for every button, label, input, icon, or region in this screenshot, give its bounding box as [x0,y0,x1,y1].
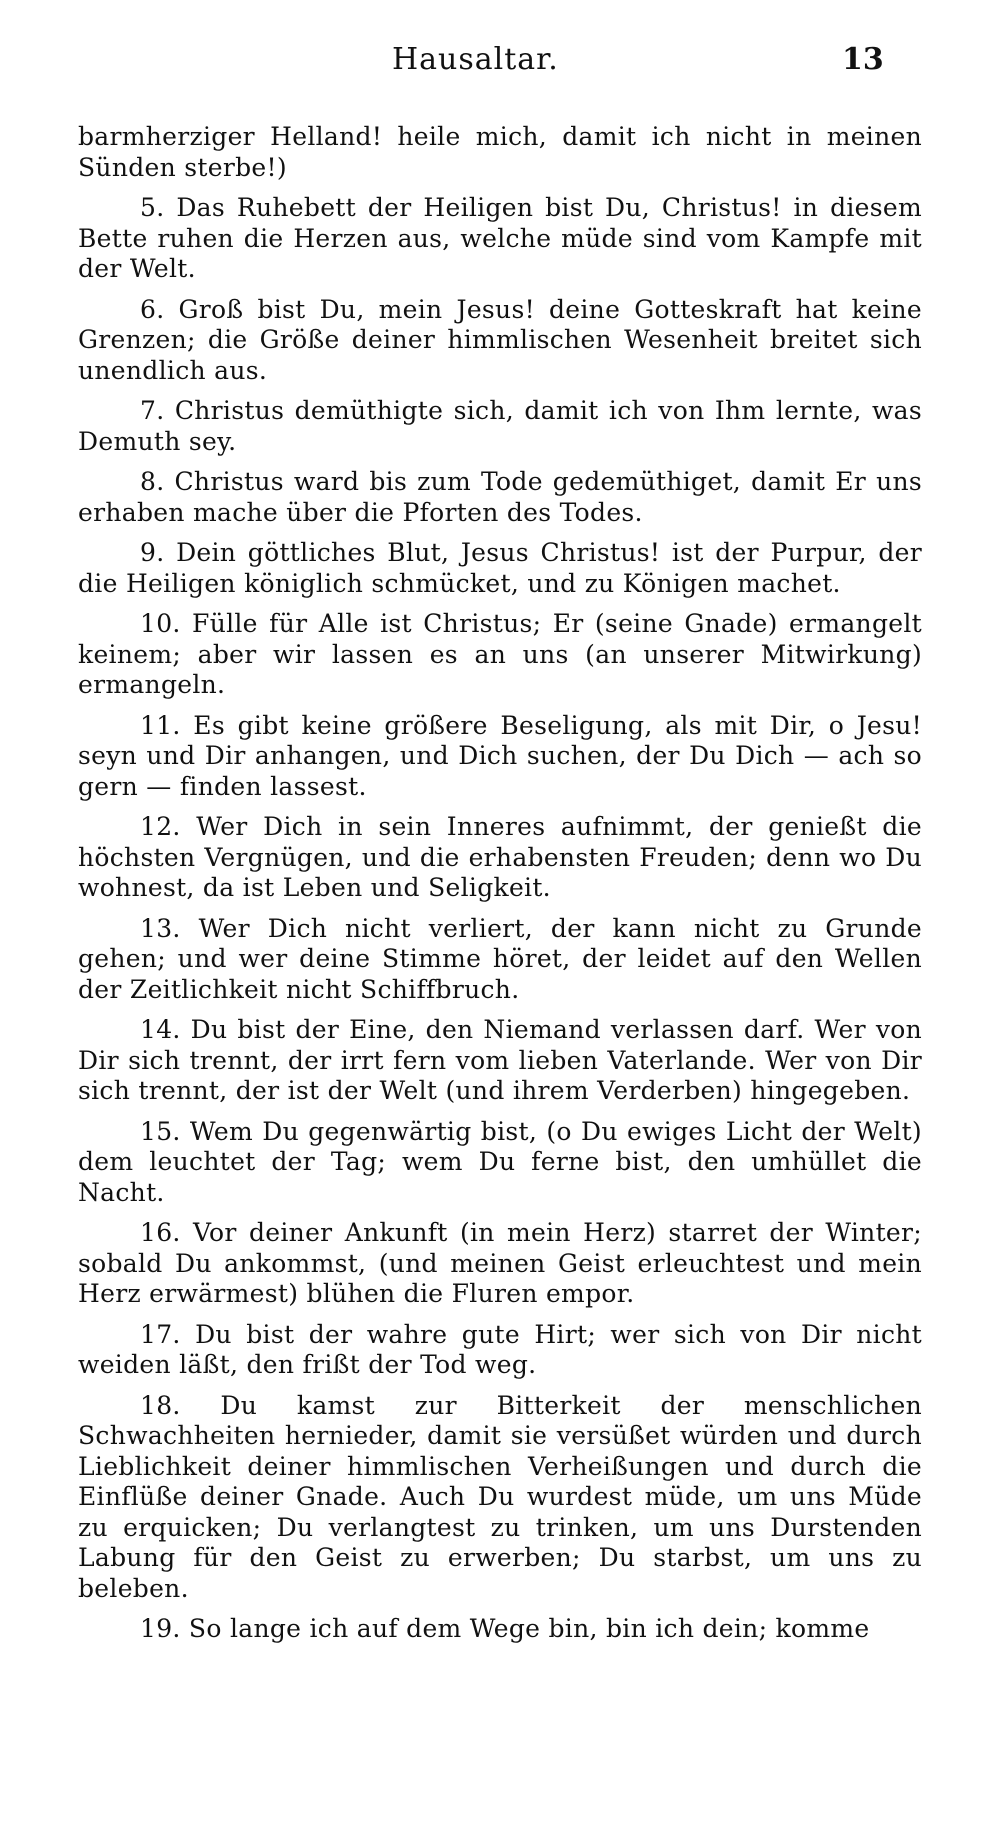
paragraph-number: 14. [140,1015,181,1044]
paragraph-number: 16. [140,1218,181,1247]
paragraph-number: 9. [140,538,165,567]
page-number: 13 [842,42,884,77]
paragraph-text: Fülle für Alle ist Christus; Er (seine Gnade) ermangelt keinem; aber wir lassen es an uns (an unserer Mitwirkung) ermangeln. [78,609,923,699]
paragraph-number: 10. [140,609,181,638]
numbered-paragraph-17 [78,1320,922,1381]
paragraph-number: 6. [140,294,165,324]
paragraph-text: Das Ruhebett der Heiligen bist Du, Christus! in diesem Bette ruhen die Herzen aus, welche müde sind vom Kampfe mit der Welt. [78,193,922,283]
paragraph-number: 8. [140,467,165,496]
paragraph-text: Wem Du gegenwärtig bist, (o Du ewiges Licht der Welt) dem leuchtet der Tag; wem Du ferne bist, den umhüllet die Nacht. [78,1116,922,1207]
numbered-paragraph-8 [78,467,922,528]
numbered-paragraph-7 [78,396,922,457]
numbered-paragraph-16 [78,1218,922,1310]
paragraph-number: 17. [140,1319,181,1349]
numbered-paragraph-6 [78,295,922,387]
paragraph-text: Groß bist Du, mein Jesus! deine Gotteskraft hat keine Grenzen; die Größe deiner himmlischen Wesenheit breitet sich unendlich aus. [78,294,922,385]
numbered-paragraph-10 [78,609,922,701]
paragraph-number: 12. [140,812,181,841]
numbered-paragraph-19 [78,1614,922,1645]
numbered-paragraph-14 [78,1015,922,1107]
paragraph-text: Du bist der wahre gute Hirt; wer sich von Dir nicht weiden läßt, den frißt der Tod weg. [78,1319,923,1379]
paragraph-text: Wer Dich in sein Inneres aufnimmt, der genießt die höchsten Vergnügen, und die erhabensten Freuden; denn wo Du wohnest, da ist Leben und Seligkeit. [78,812,922,902]
paragraph-text: Christus demüthigte sich, damit ich von Ihm lernte, was Demuth sey. [78,396,922,456]
paragraph-number: 19. [140,1614,181,1643]
body-text [78,122,922,1655]
paragraph-text: Wer Dich nicht verliert, der kann nicht zu Grunde gehen; und wer deine Stimme höret, der leidet auf den Wellen der Zeitlichkeit nicht Schiffbruch. [78,913,923,1004]
numbered-paragraph-12 [78,812,922,904]
paragraph-text: Du kamst zur Bitterkeit der menschlichen Schwachheiten hernieder, damit sie versüßet würden und durch Lieblichkeit deiner himmlischen Verheißungen und durch die Einflüße deiner Gnade. Auch Du wurdest müde, um uns Müde zu erquicken; Du verlangtest zu trinken, um uns Durstenden Labung für den Geist zu erwerben; Du starbst, um uns zu beleben. [78,1390,923,1603]
paragraph-number: 7. [140,396,165,425]
continued-paragraph: barmherziger Helland! heile mich, damit ich nicht in meinen Sünden sterbe!) [78,122,922,182]
paragraph-number: 18. [140,1390,181,1420]
paragraph-number: 5. [140,193,165,222]
numbered-paragraph-11 [78,711,922,803]
paragraph-text: Christus ward bis zum Tode gedemüthiget, damit Er uns erhaben mache über die Pforten des Todes. [78,467,922,527]
paragraph-text: Du bist der Eine, den Niemand verlassen darf. Wer von Dir sich trennt, der irrt fern vom lieben Vaterlande. Wer von Dir sich trennt, der ist der Welt (und ihrem Verderben) hingegeben. [78,1015,922,1105]
numbered-paragraph-13 [78,914,922,1006]
numbered-paragraph-9 [78,538,922,599]
paragraph-number: 11. [140,710,181,740]
numbered-paragraph-5 [78,193,922,285]
paragraph-text: So lange ich auf dem Wege bin, bin ich dein; komme [188,1614,870,1643]
paragraph-text: Vor deiner Ankunft (in mein Herz) starret der Winter; sobald Du ankommst, (und meinen Geist erleuchtest und mein Herz erwärmest) blühen die Fluren empor. [78,1218,922,1308]
running-title: Hausaltar. [392,42,559,77]
numbered-paragraph-15 [78,1117,922,1209]
numbered-paragraph-18 [78,1391,922,1605]
paragraph-number: 15. [140,1116,181,1146]
paragraph-number: 13. [140,913,181,943]
paragraph-text: Dein göttliches Blut, Jesus Christus! ist der Purpur, der die Heiligen königlich schmücket, und zu Königen machet. [78,538,922,598]
paragraph-text: Es gibt keine größere Beseligung, als mit Dir, o Jesu! seyn und Dir anhangen, und Dich suchen, der Du Dich — ach so gern — finden lassest. [78,710,922,801]
running-head [0,42,1000,86]
